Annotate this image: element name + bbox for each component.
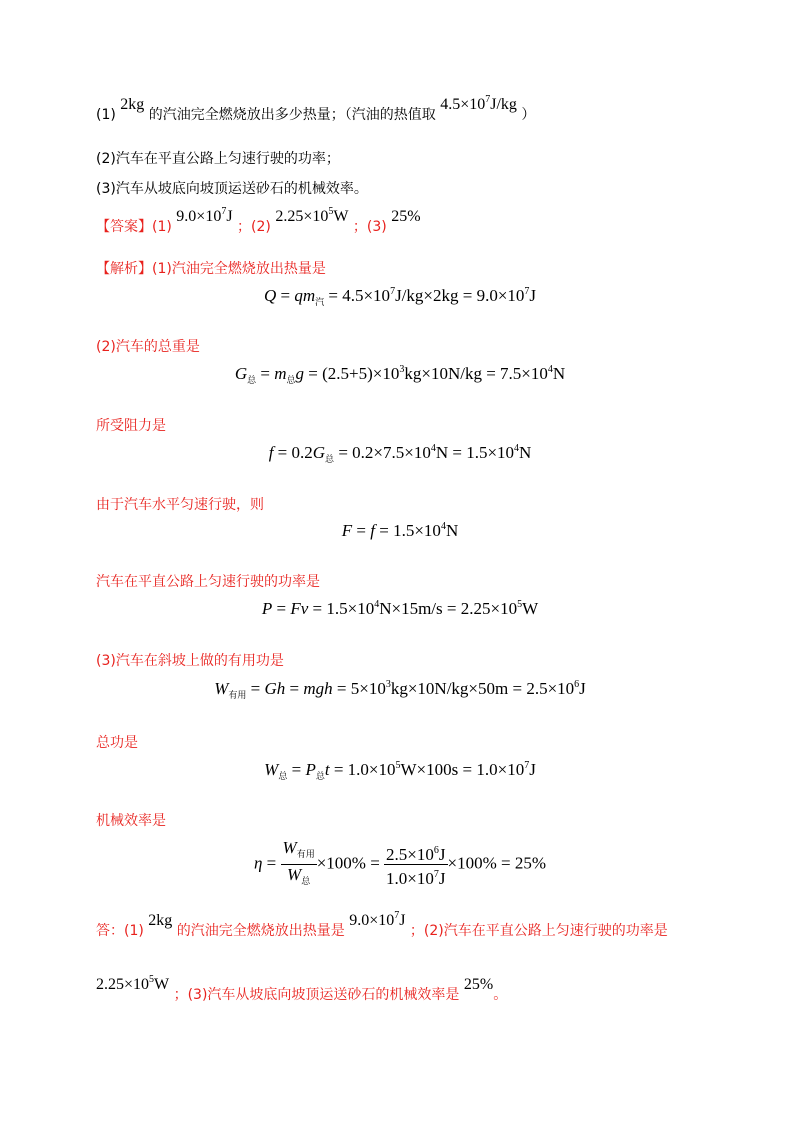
final-power: $2.25\times 10^5W$ bbox=[96, 974, 170, 993]
equation-power: $P = Fv = 1.5\times 10^4N\times 15m/s = 2.25\times 10^5W$ bbox=[261, 599, 539, 618]
equation-heat: $Q = qm_汽 = 4.5\times 10^7J/kg\times 2kg = 9.0\times 10^7J$ bbox=[263, 286, 537, 307]
answer-line bbox=[96, 206, 421, 236]
q1-text: 的汽油完全燃烧放出多少热量；（汽油的热值取 bbox=[148, 107, 436, 123]
final-end: 。 bbox=[493, 987, 508, 1003]
answer-part-1: (1) bbox=[152, 219, 172, 235]
question-3: (3)汽车从坡底向坡顶运送砂石的机械效率。 bbox=[96, 181, 368, 197]
analysis-1 bbox=[96, 258, 326, 278]
final-mass: 2kg bbox=[148, 912, 173, 929]
analysis-5: 汽车在平直公路上匀速行驶的功率是 bbox=[96, 574, 320, 590]
final-text-c: ；(3)汽车从坡底向坡顶运送砂石的机械效率是 bbox=[173, 987, 460, 1003]
question-1 bbox=[96, 94, 536, 124]
analysis-step-1: (1)汽油完全燃烧放出热量是 bbox=[152, 261, 326, 277]
equation-total-work: $W_总 = P_总t = 1.0\times 10^5W\times 100s = 1.0\times 10^7J$ bbox=[264, 760, 536, 781]
final-heat: $9.0\times 10^7J$ bbox=[349, 910, 406, 929]
final-answer-line-1 bbox=[96, 910, 668, 940]
analysis-label: 【解析】 bbox=[96, 261, 152, 277]
q1-end: ） bbox=[521, 107, 536, 123]
analysis-2: (2)汽车的总重是 bbox=[96, 339, 200, 355]
equation-efficiency: η = $\frac{W_{有用}}{W_总}$ ×100% = $\frac{2.5\times 10^6J}{1.0\times 10^7J}$ ×100% = 25% bbox=[0, 838, 800, 891]
equation-useful-work: $W_{有用} = Gh$ = mgh = $5\times 10^3kg\times 10N/kg\times 50m = 2.5\times 10^6J$ bbox=[214, 679, 586, 700]
final-text-a: 的汽油完全燃烧放出热量是 bbox=[176, 923, 345, 939]
answer-value-2: $2.25\times 10^5W$ bbox=[275, 206, 349, 225]
q1-mass: 2kg bbox=[120, 96, 145, 113]
final-text-b: ；(2)汽车在平直公路上匀速行驶的功率是 bbox=[409, 923, 668, 939]
equation-resistance: $f = 0.2G_总 = 0.2\times 7.5\times 10^4N = 1.5\times 10^4N$ bbox=[268, 443, 532, 464]
analysis-3: 所受阻力是 bbox=[96, 418, 166, 434]
equation-force: $F = f = 1.5\times 10^4N$ bbox=[341, 521, 459, 540]
question-2: (2)汽车在平直公路上匀速行驶的功率； bbox=[96, 151, 340, 167]
q1-number: (1) bbox=[96, 107, 116, 123]
answer-sep-2: ；(2) bbox=[237, 219, 271, 235]
fraction-values: $\frac{2.5\times 10^6J}{1.0\times 10^7J}$ bbox=[384, 841, 447, 888]
final-answer-line-2 bbox=[96, 974, 508, 1004]
equation-weight: $G_总 = m_总g = (2.5+5)\times 10^3kg\times 10N/kg = 7.5\times 10^4N$ bbox=[234, 364, 566, 385]
final-prefix: 答：(1) bbox=[96, 923, 144, 939]
answer-sep-3: ；(3) bbox=[352, 219, 387, 235]
answer-value-1: $9.0\times 10^7J$ bbox=[176, 206, 233, 225]
analysis-7: 总功是 bbox=[96, 735, 138, 751]
q1-heat-value: $4.5\times 10^7J/kg$ bbox=[440, 94, 517, 113]
analysis-4: 由于汽车水平匀速行驶，则 bbox=[96, 497, 264, 513]
analysis-6: (3)汽车在斜坡上做的有用功是 bbox=[96, 653, 284, 669]
final-efficiency: 25% bbox=[463, 976, 494, 993]
fraction-work: $\frac{W_{有用}}{W_总}$ bbox=[282, 838, 315, 886]
answer-label: 【答案】 bbox=[96, 219, 152, 235]
answer-value-3: 25% bbox=[391, 208, 421, 225]
analysis-8: 机械效率是 bbox=[96, 813, 166, 829]
